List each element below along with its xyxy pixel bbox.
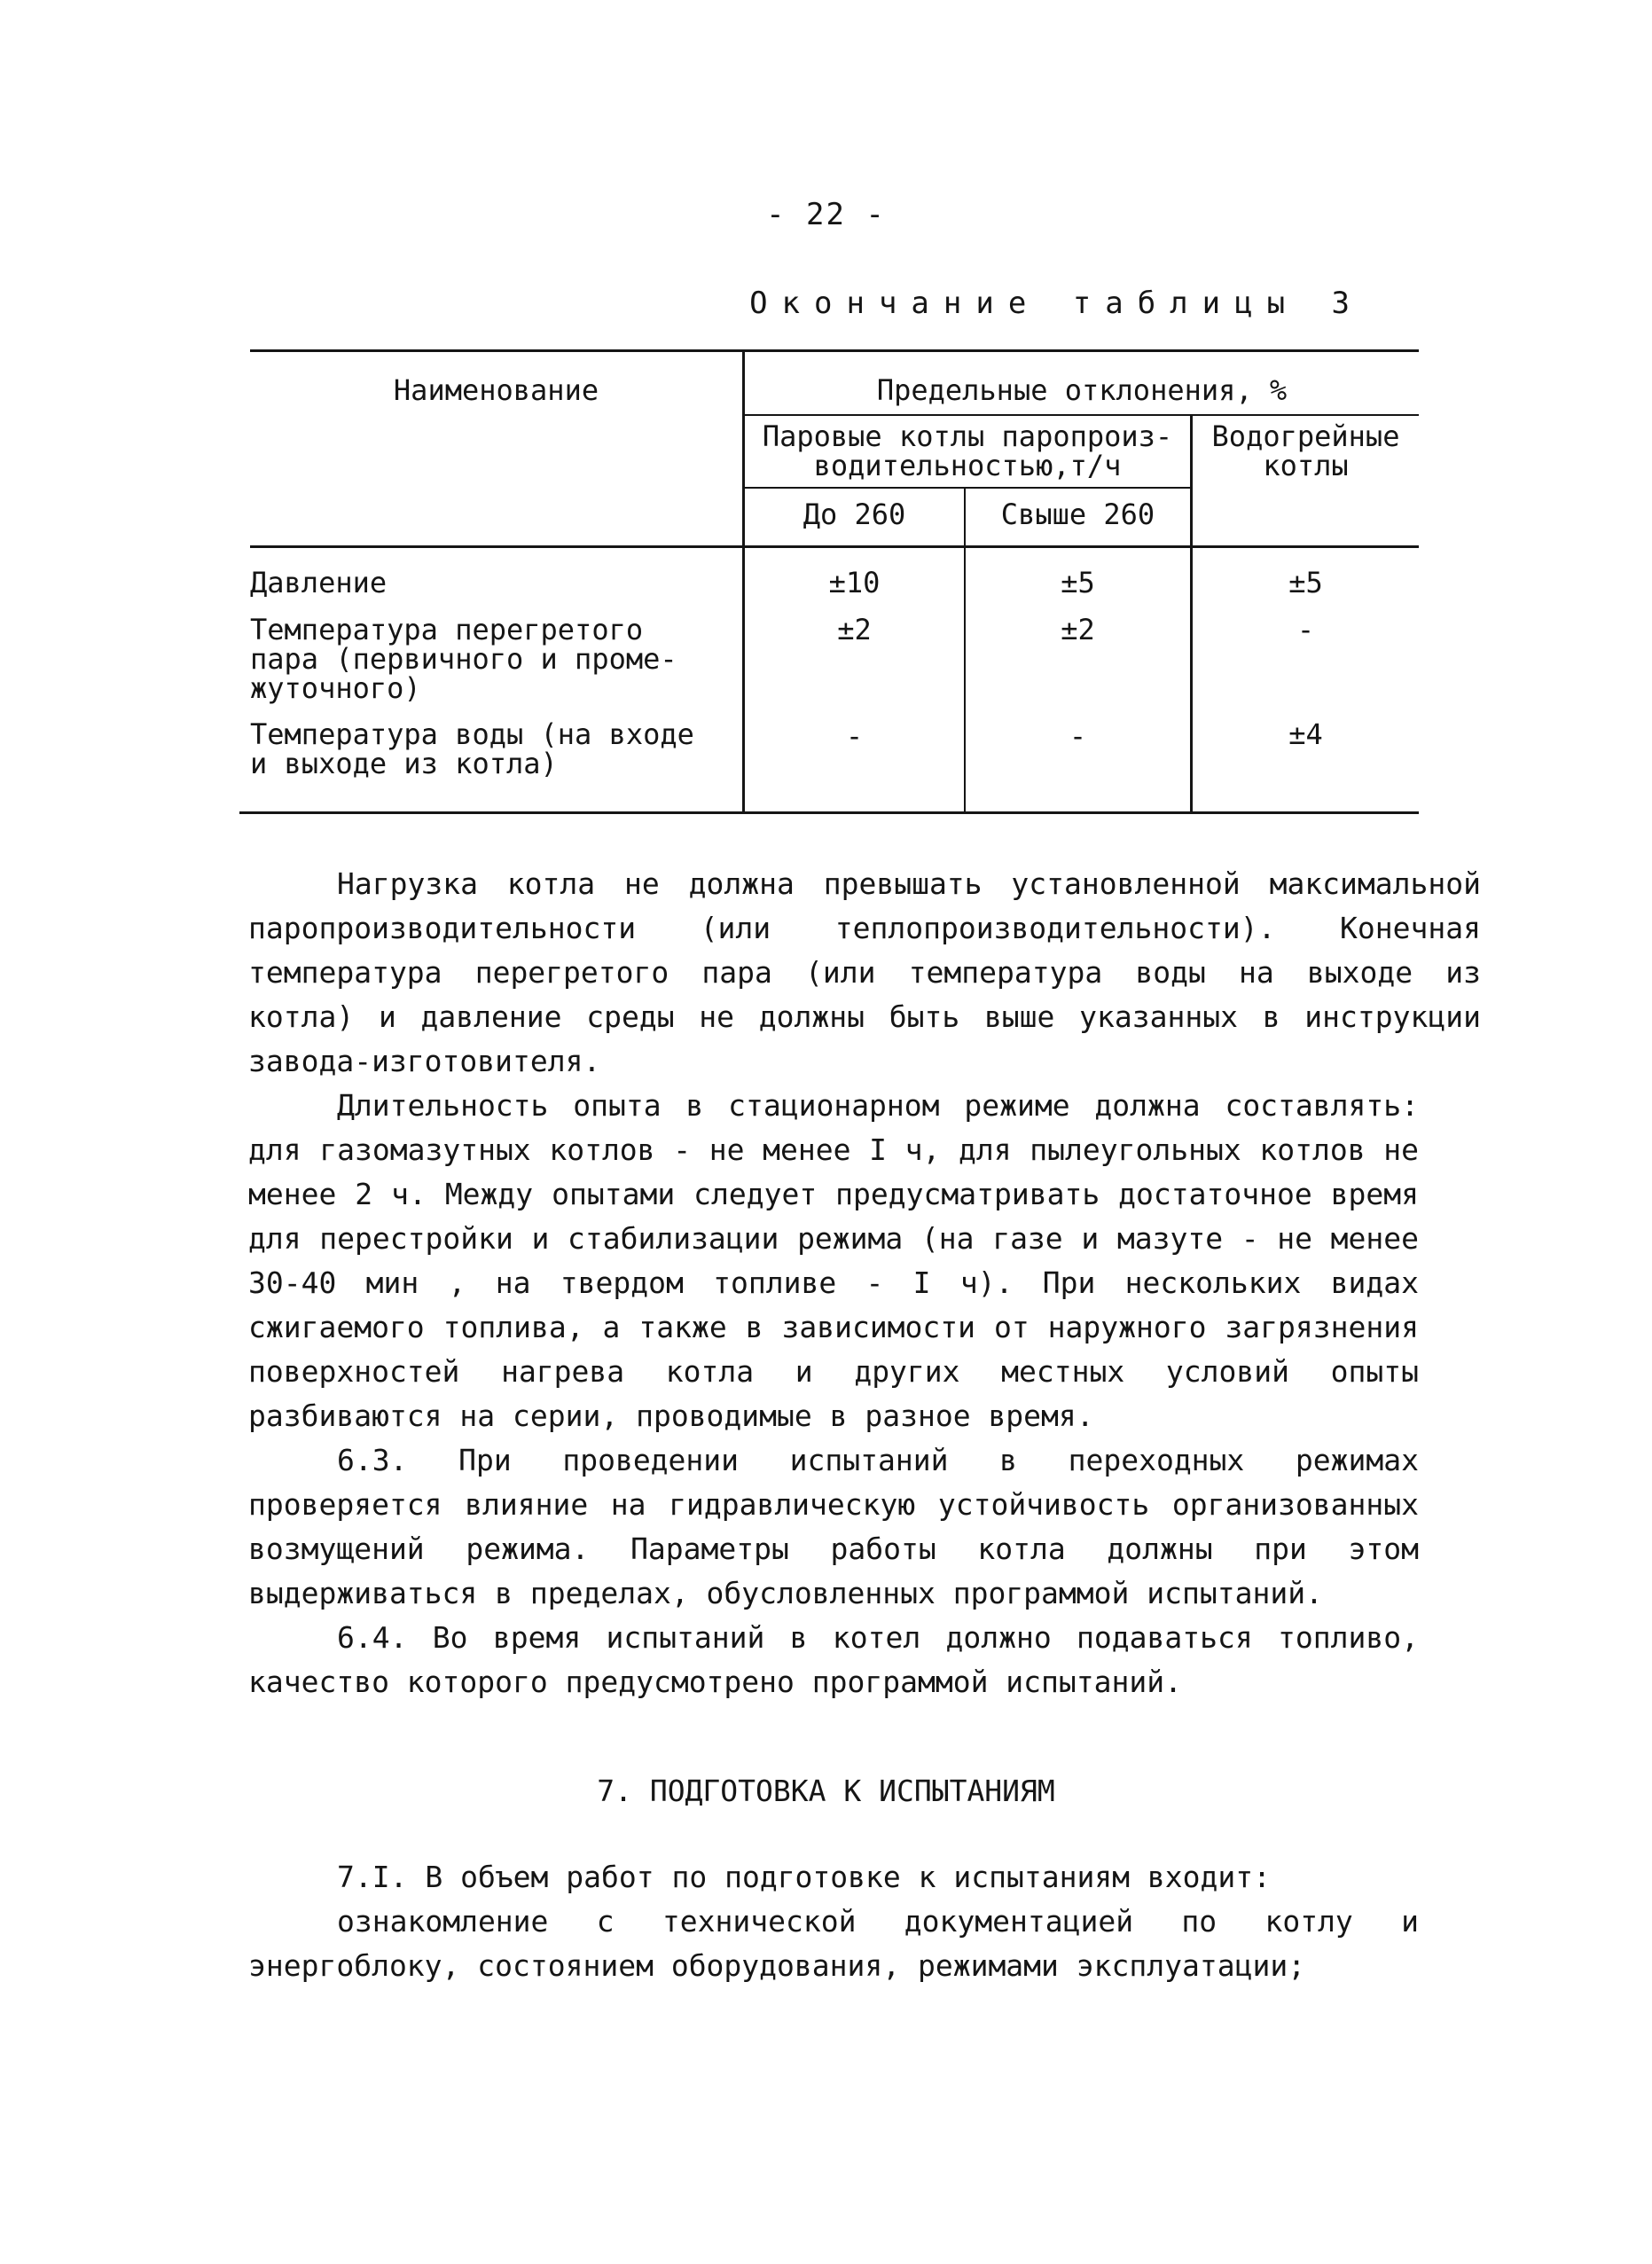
row-pressure-up-to-260: ±10 bbox=[828, 566, 881, 599]
row-water-temp-name-line1: Температура воды (на входе bbox=[250, 717, 694, 751]
body-text bbox=[248, 862, 1481, 1704]
header-steam-boilers-line2: водительностью,т/ч bbox=[813, 449, 1122, 482]
paragraph-6-4: 6.4. Во время испытаний в котел должно подаваться топливо, качество которого предусмотрено программой испытаний. bbox=[248, 1620, 1419, 1699]
row-superheated-name-line2: пара (первичного и проме- bbox=[250, 642, 677, 676]
row-superheated-hot-water: - bbox=[1296, 613, 1315, 646]
table-bottom-rule bbox=[239, 811, 1419, 814]
paragraph-familiarization: ознакомление с технической документацией по котлу и энергоблоку, состоянием оборудования, режимами эксплуатации; bbox=[248, 1904, 1419, 1983]
row-superheated-name-line3: жуточного) bbox=[250, 671, 421, 705]
row-pressure-hot-water: ±5 bbox=[1288, 566, 1323, 599]
row-water-temp-name-line2: и выходе из котла) bbox=[250, 747, 558, 780]
header-limit-deviations: Предельные отклонения, % bbox=[876, 373, 1288, 407]
header-bottom-rule bbox=[250, 545, 1419, 548]
header-hot-water-line1: Водогрейные bbox=[1211, 419, 1400, 453]
row-water-temp-hot-water: ±4 bbox=[1288, 717, 1323, 751]
row-superheated-over-260: ±2 bbox=[1061, 613, 1095, 646]
header-rule-2 bbox=[744, 487, 1192, 489]
header-name: Наименование bbox=[393, 373, 599, 407]
row-water-temp-up-to-260: - bbox=[845, 719, 864, 753]
col-rule-2 bbox=[964, 487, 966, 814]
deviations-table bbox=[250, 349, 1419, 815]
row-pressure-over-260: ±5 bbox=[1061, 566, 1095, 599]
row-pressure-name: Давление bbox=[250, 566, 388, 599]
row-water-temp-over-260: - bbox=[1069, 719, 1087, 753]
header-over-260: Свыше 260 bbox=[1000, 497, 1155, 531]
row-superheated-name-line1: Температура перегретого bbox=[250, 613, 644, 646]
paragraph-7-1: 7.I. В объем работ по подготовке к испытаниям входит: bbox=[337, 1860, 1271, 1894]
paragraph-6-3: 6.3. При проведении испытаний в переходных режимах проверяется влияние на гидравлическую устойчивость организованных возмущений режима. Параметры работы котла должны при этом выдерживаться в пределах, обусловленных программой испытаний. bbox=[248, 1443, 1419, 1610]
header-hot-water-line2: котлы bbox=[1263, 449, 1349, 482]
page-number: - 22 - bbox=[766, 197, 886, 232]
table-caption: Окончание таблицы 3 bbox=[749, 286, 1364, 321]
paragraph-duration: Длительность опыта в стационарном режиме должна составлять: для газомазутных котлов - не менее I ч, для пылеугольных котлов не менее 2 ч. Между опытами следует предусматривать достаточное время для перестройки и стабилизации режима (на газе и мазуте - не менее 30-40 мин , на твердом топливе - I ч). При нескольких видах сжигаемого топлива, а также в зависимости от наружного загрязнения поверхностей нагрева котла и других местных условий опыты разбиваются на серии, проводимые в разное время. bbox=[248, 1088, 1419, 1433]
header-steam-boilers-line1: Паровые котлы паропроиз- bbox=[762, 419, 1173, 453]
section-heading: 7. ПОДГОТОВКА К ИСПЫТАНИЯМ bbox=[597, 1774, 1055, 1808]
section-body bbox=[248, 1855, 1419, 1988]
table-top-rule bbox=[250, 349, 1419, 352]
row-superheated-up-to-260: ±2 bbox=[837, 613, 872, 646]
header-rule-1 bbox=[744, 414, 1419, 416]
header-up-to-260: До 260 bbox=[803, 497, 906, 531]
paragraph-load: Нагрузка котла не должна превышать установленной максимальной паропроизводительности (или теплопроизводительности). Конечная температура перегретого пара (или температура воды на выходе из котла) и давление среды не должны быть выше указанных в инструкции завода-изготовителя. bbox=[248, 866, 1481, 1078]
